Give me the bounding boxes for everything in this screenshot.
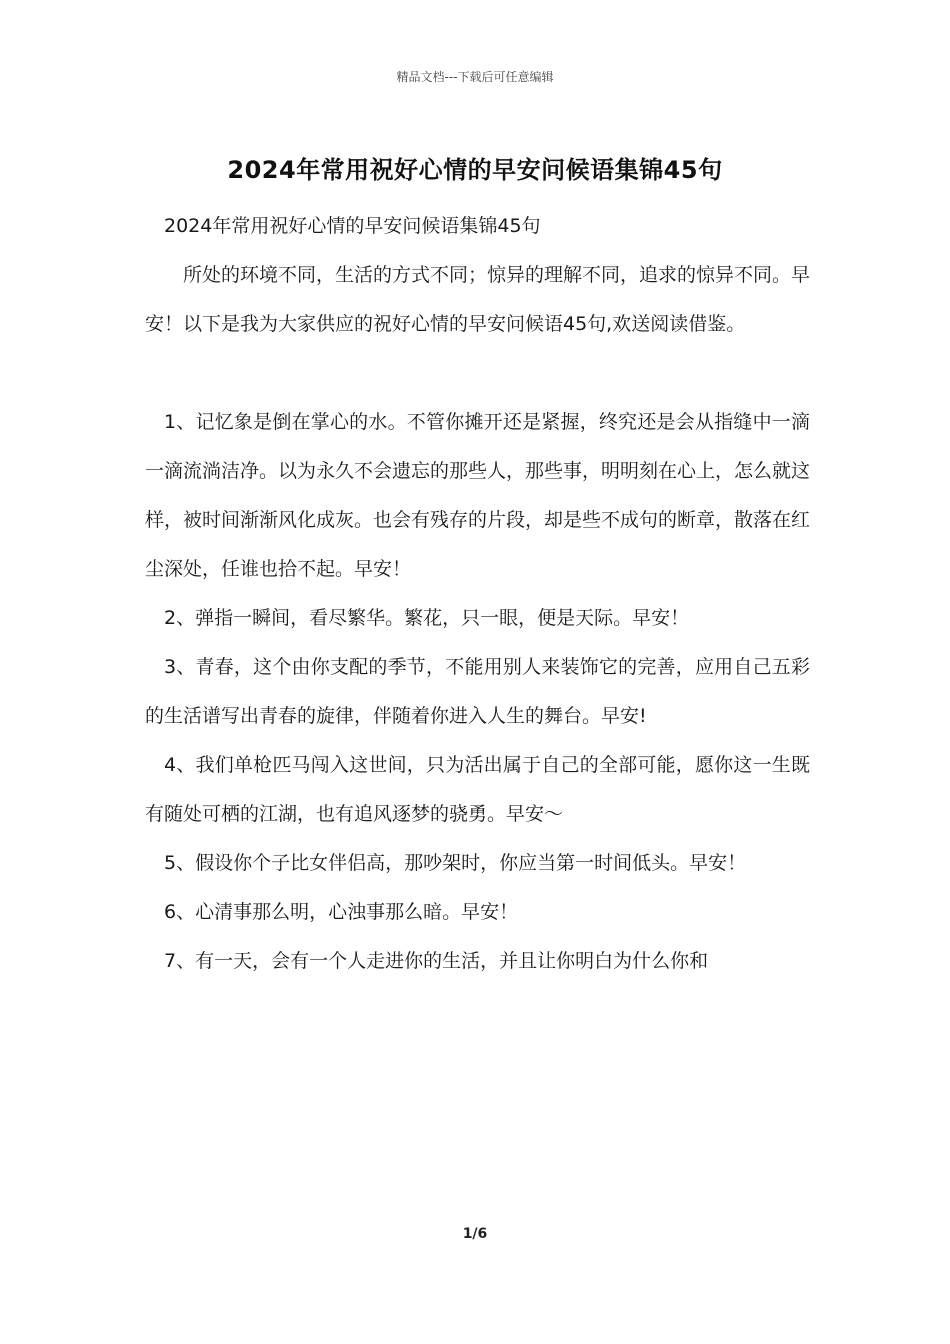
- header-note: 精品文档---下载后可任意编辑: [396, 70, 554, 84]
- list-item: 6、心清事那么明，心浊事那么暗。早安！: [164, 901, 519, 923]
- document-subtitle: 2024年常用祝好心情的早安问候语集锦45句: [164, 215, 541, 237]
- intro-paragraph: 所处的环境不同，生活的方式不同；惊异的理解不同，追求的惊异不同。早安！以下是我为大家供应的祝好心情的早安问候语45句,欢送阅读借鉴。: [145, 264, 811, 335]
- paragraph-spacer: [145, 349, 810, 398]
- list-item: 1、记忆象是倒在掌心的水。不管你摊开还是紧握，终究还是会从指缝中一滴一滴流淌洁净。以为永久不会遗忘的那些人，那些事，明明刻在心上，怎么就这样，被时间渐渐风化成灰。也会有残存的片段，却是些不成句的断章，散落在红尘深处，任谁也拾不起。早安！: [145, 411, 811, 580]
- document-body: [145, 202, 810, 986]
- list-item: 2、弹指一瞬间，看尽繁华。繁花，只一眼，便是天际。早安！: [164, 607, 690, 629]
- list-item: 3、青春，这个由你支配的季节，不能用别人来装饰它的完善，应用自己五彩的生活谱写出青春的旋律，伴随着你进入人生的舞台。早安!: [145, 656, 810, 727]
- list-item: 5、假设你个子比女伴侣高，那吵架时，你应当第一时间低头。早安！: [164, 852, 747, 874]
- list-item: 4、我们单枪匹马闯入这世间，只为活出属于自己的全部可能，愿你这一生既有随处可栖的江湖，也有追风逐梦的骁勇。早安～: [145, 754, 810, 825]
- document-title: 2024年常用祝好心情的早安问候语集锦45句: [227, 156, 723, 184]
- page-number: 1/6: [462, 1226, 488, 1242]
- list-item: 7、有一天，会有一个人走进你的生活，并且让你明白为什么你和: [164, 950, 709, 972]
